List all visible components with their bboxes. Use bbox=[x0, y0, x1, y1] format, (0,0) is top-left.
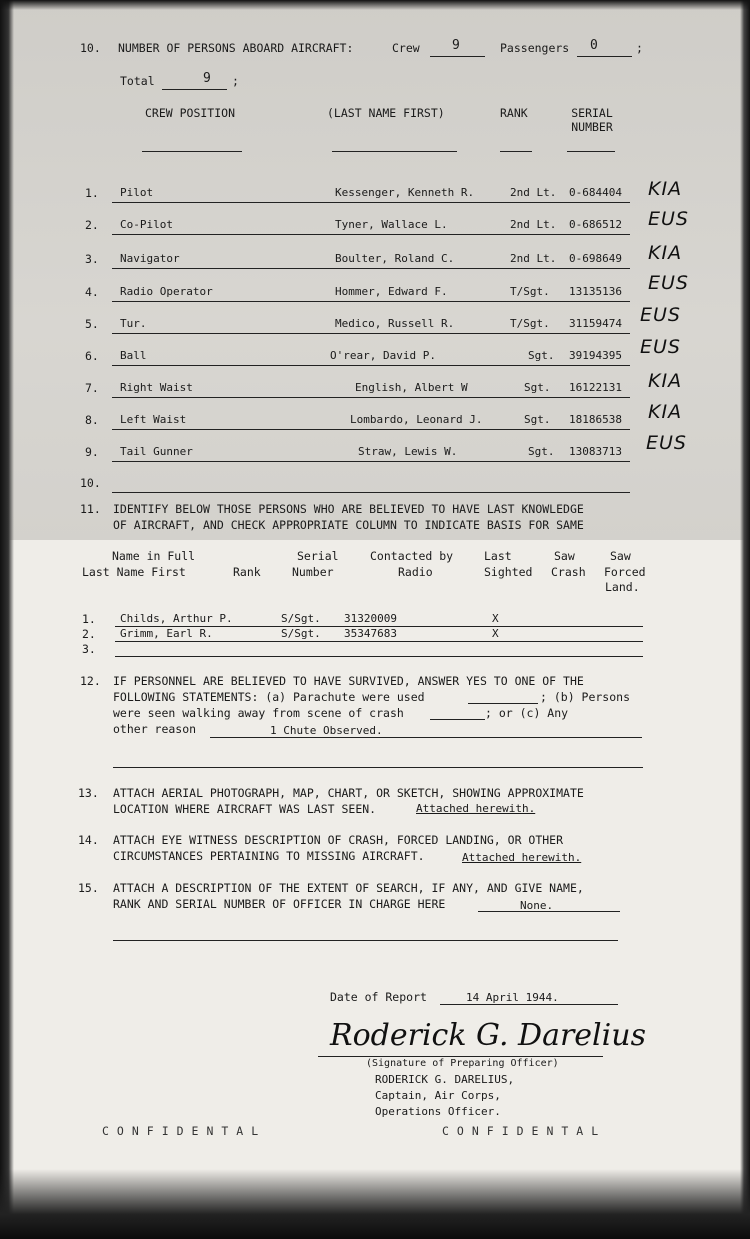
section-12-line2a: FOLLOWING STATEMENTS: (a) Parachute were used bbox=[113, 690, 425, 704]
crew-row-serial: 0-698649 bbox=[569, 252, 622, 265]
witness-row-line bbox=[115, 656, 643, 657]
witness-row-serial: 35347683 bbox=[344, 627, 397, 640]
crew-row-serial: 18186538 bbox=[569, 413, 622, 426]
crew-row-position: Right Waist bbox=[120, 381, 193, 394]
crew-row-serial: 16122131 bbox=[569, 381, 622, 394]
crew-row-rank: Sgt. bbox=[528, 349, 555, 362]
witness-row-rank: S/Sgt. bbox=[281, 627, 321, 640]
officer-title-2: Operations Officer. bbox=[375, 1105, 501, 1118]
crew-row-number: 9. bbox=[85, 445, 99, 459]
crew-row-number: 6. bbox=[85, 349, 99, 363]
crew-row-number: 2. bbox=[85, 218, 99, 232]
section-15-answer-line bbox=[478, 911, 620, 912]
witness-row-mark: X bbox=[492, 627, 499, 640]
section-14-answer: Attached herewith. bbox=[462, 851, 582, 864]
section-12-line3a: were seen walking away from scene of crash bbox=[113, 706, 404, 720]
crew-row-number: 10. bbox=[80, 476, 101, 490]
crew-row-number: 5. bbox=[85, 317, 99, 331]
section-10-number: 10. bbox=[80, 41, 101, 55]
section-10-semicolon: ; bbox=[636, 41, 643, 55]
footer-confidential-left: CONFIDENTAL bbox=[102, 1124, 267, 1138]
crew-row-serial: 0-686512 bbox=[569, 218, 622, 231]
witness-row-name: Grimm, Earl R. bbox=[120, 627, 213, 640]
section-12-line2b: ; (b) Persons bbox=[540, 690, 631, 704]
header-name-in-full: Name in Full bbox=[112, 549, 196, 563]
witness-row-number: 2. bbox=[82, 627, 96, 641]
header-forced-c: Land. bbox=[605, 580, 640, 594]
crew-row-line bbox=[112, 333, 630, 334]
scan-edge-right bbox=[740, 0, 750, 1239]
crew-row-name: O'rear, David P. bbox=[330, 349, 436, 362]
header-rank-11: Rank bbox=[233, 565, 261, 579]
crew-row-rank: 2nd Lt. bbox=[510, 252, 557, 265]
crew-row-rank: Sgt. bbox=[524, 381, 551, 394]
section-15-number: 15. bbox=[78, 881, 99, 895]
footer-confidential-right: CONFIDENTAL bbox=[442, 1124, 607, 1138]
crew-value: 9 bbox=[452, 38, 460, 53]
crew-row-serial: 13135136 bbox=[569, 285, 622, 298]
crew-row-position: Co-Pilot bbox=[120, 218, 173, 231]
crew-row-status: KIA bbox=[648, 401, 683, 423]
crew-value-line bbox=[430, 56, 485, 57]
crew-row-name: Kessenger, Kenneth R. bbox=[335, 186, 475, 199]
crew-row-serial: 31159474 bbox=[569, 317, 622, 330]
header-rule-rank bbox=[500, 151, 532, 152]
header-forced-b: Forced bbox=[604, 565, 646, 579]
date-value: 14 April 1944. bbox=[466, 991, 559, 1004]
witness-row-rank: S/Sgt. bbox=[281, 612, 321, 625]
section-15-line1: ATTACH A DESCRIPTION OF THE EXTENT OF SEARCH, IF ANY, AND GIVE NAME, bbox=[113, 881, 584, 895]
date-label: Date of Report bbox=[330, 990, 427, 1004]
section-13-line2: LOCATION WHERE AIRCRAFT WAS LAST SEEN. bbox=[113, 802, 377, 816]
header-crew-position: CREW POSITION bbox=[145, 106, 236, 120]
header-contacted-b: Radio bbox=[398, 565, 433, 579]
section-11-line2: OF AIRCRAFT, AND CHECK APPROPRIATE COLUMN TO INDICATE BASIS FOR SAME bbox=[113, 518, 584, 532]
header-serial: SERIAL NUMBER bbox=[571, 106, 613, 134]
date-line bbox=[440, 1004, 618, 1005]
crew-row-name: Lombardo, Leonard J. bbox=[350, 413, 483, 426]
crew-row-name: Straw, Lewis W. bbox=[358, 445, 458, 458]
crew-row-line bbox=[112, 301, 630, 302]
section-13-number: 13. bbox=[78, 786, 99, 800]
crew-row-rank: T/Sgt. bbox=[510, 285, 550, 298]
header-last-sighted-b: Sighted bbox=[484, 565, 533, 579]
crew-row-name: Tyner, Wallace L. bbox=[335, 218, 448, 231]
crew-row-position: Pilot bbox=[120, 186, 154, 199]
crew-row-position: Navigator bbox=[120, 252, 180, 265]
crew-row-rank: 2nd Lt. bbox=[510, 186, 557, 199]
witness-row-number: 1. bbox=[82, 612, 96, 626]
crew-row-position: Tail Gunner bbox=[120, 445, 193, 458]
signature-caption: (Signature of Preparing Officer) bbox=[366, 1058, 559, 1069]
crew-row-rank: Sgt. bbox=[528, 445, 555, 458]
total-label: Total bbox=[120, 74, 155, 88]
scan-edge-left bbox=[0, 0, 14, 1239]
section-15-line2: RANK AND SERIAL NUMBER OF OFFICER IN CHARGE HERE bbox=[113, 897, 446, 911]
crew-row-line bbox=[112, 397, 630, 398]
header-contacted-a: Contacted by bbox=[370, 549, 454, 563]
walking-blank bbox=[430, 719, 485, 720]
parachute-blank bbox=[468, 703, 538, 704]
crew-row-status: KIA bbox=[648, 242, 683, 264]
crew-row-number: 7. bbox=[85, 381, 99, 395]
crew-row-status: KIA bbox=[648, 370, 683, 392]
header-rank: RANK bbox=[500, 106, 528, 120]
section-15-extra-line bbox=[113, 940, 618, 941]
crew-row-position: Tur. bbox=[120, 317, 147, 330]
witness-row-mark: X bbox=[492, 612, 499, 625]
crew-row-line bbox=[112, 202, 630, 203]
section-12-extra-line bbox=[113, 767, 643, 768]
passengers-value: 0 bbox=[590, 38, 598, 53]
section-12-line3b: ; or (c) Any bbox=[485, 706, 569, 720]
section-14-line1: ATTACH EYE WITNESS DESCRIPTION OF CRASH, FORCED LANDING, OR OTHER bbox=[113, 833, 564, 847]
crew-row-position: Radio Operator bbox=[120, 285, 213, 298]
officer-title-1: Captain, Air Corps, bbox=[375, 1089, 501, 1102]
crew-row-number: 1. bbox=[85, 186, 99, 200]
header-last-sighted-a: Last bbox=[484, 549, 512, 563]
section-11-number: 11. bbox=[80, 502, 101, 516]
crew-row-serial: 13083713 bbox=[569, 445, 622, 458]
section-14-line2: CIRCUMSTANCES PERTAINING TO MISSING AIRCRAFT. bbox=[113, 849, 425, 863]
passengers-label: Passengers bbox=[500, 41, 570, 55]
crew-row-name: Boulter, Roland C. bbox=[335, 252, 455, 265]
crew-row-status: EUS bbox=[640, 304, 681, 326]
crew-row-serial: 0-684404 bbox=[569, 186, 622, 199]
other-reason-line bbox=[210, 737, 642, 738]
total-value: 9 bbox=[203, 71, 211, 86]
section-12-number: 12. bbox=[80, 674, 101, 688]
witness-row-serial: 31320009 bbox=[344, 612, 397, 625]
witness-row-line bbox=[115, 641, 643, 642]
header-saw-crash-a: Saw bbox=[554, 549, 575, 563]
header-rule-position bbox=[142, 151, 242, 152]
section-15-answer: None. bbox=[520, 899, 554, 912]
passengers-value-line bbox=[577, 56, 632, 57]
header-serial-11b: Number bbox=[292, 565, 334, 579]
crew-row-name: English, Albert W bbox=[355, 381, 468, 394]
crew-row-rank: Sgt. bbox=[524, 413, 551, 426]
section-13-line1: ATTACH AERIAL PHOTOGRAPH, MAP, CHART, OR SKETCH, SHOWING APPROXIMATE bbox=[113, 786, 584, 800]
crew-row-status: EUS bbox=[648, 272, 689, 294]
header-saw-crash-b: Crash bbox=[551, 565, 586, 579]
officer-name: RODERICK G. DARELIUS, bbox=[375, 1073, 515, 1086]
crew-row-status: EUS bbox=[648, 208, 689, 230]
crew-row-number: 4. bbox=[85, 285, 99, 299]
section-12-line1: IF PERSONNEL ARE BELIEVED TO HAVE SURVIVED, ANSWER YES TO ONE OF THE bbox=[113, 674, 584, 688]
total-semicolon: ; bbox=[232, 74, 239, 88]
header-last-name-first: Last Name First bbox=[82, 565, 186, 579]
crew-row-line bbox=[112, 365, 630, 366]
witness-row-name: Childs, Arthur P. bbox=[120, 612, 233, 625]
officer-signature: Roderick G. Darelius bbox=[330, 1018, 646, 1053]
section-11-line1: IDENTIFY BELOW THOSE PERSONS WHO ARE BELIEVED TO HAVE LAST KNOWLEDGE bbox=[113, 502, 584, 516]
crew-row-line bbox=[112, 492, 630, 493]
header-rule-serial bbox=[567, 151, 615, 152]
crew-row-position: Ball bbox=[120, 349, 147, 362]
crew-row-number: 8. bbox=[85, 413, 99, 427]
section-14-number: 14. bbox=[78, 833, 99, 847]
header-serial-11a: Serial bbox=[297, 549, 339, 563]
crew-row-line bbox=[112, 268, 630, 269]
crew-row-serial: 39194395 bbox=[569, 349, 622, 362]
total-value-line bbox=[162, 89, 227, 90]
upper-sheet bbox=[0, 0, 750, 545]
crew-row-number: 3. bbox=[85, 252, 99, 266]
header-name: (LAST NAME FIRST) bbox=[327, 106, 445, 120]
section-13-answer: Attached herewith. bbox=[416, 802, 536, 815]
crew-row-status: EUS bbox=[640, 336, 681, 358]
crew-row-name: Hommer, Edward F. bbox=[335, 285, 448, 298]
scan-edge-top bbox=[0, 0, 750, 10]
section-12-line4a: other reason bbox=[113, 722, 197, 736]
witness-row-number: 3. bbox=[82, 642, 96, 656]
crew-row-status: EUS bbox=[646, 432, 687, 454]
section-10-text: NUMBER OF PERSONS ABOARD AIRCRAFT: bbox=[118, 41, 354, 55]
crew-row-status: KIA bbox=[648, 178, 683, 200]
crew-row-rank: T/Sgt. bbox=[510, 317, 550, 330]
crew-row-rank: 2nd Lt. bbox=[510, 218, 557, 231]
crew-row-line bbox=[112, 234, 630, 235]
crew-row-line bbox=[112, 461, 630, 462]
scan-edge-bottom bbox=[0, 1169, 750, 1239]
header-forced-a: Saw bbox=[610, 549, 631, 563]
crew-row-name: Medico, Russell R. bbox=[335, 317, 455, 330]
section-12-answer: 1 Chute Observed. bbox=[270, 724, 383, 737]
crew-row-line bbox=[112, 429, 630, 430]
crew-label: Crew bbox=[392, 41, 420, 55]
header-rule-name bbox=[332, 151, 457, 152]
crew-row-position: Left Waist bbox=[120, 413, 187, 426]
